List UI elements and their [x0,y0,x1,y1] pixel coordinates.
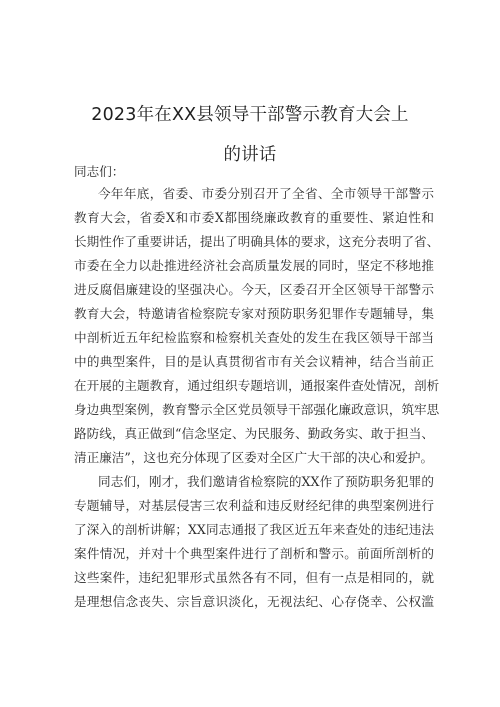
paragraph-1-line: 今年年底，省委、市委分别召开了全省、全市领导干部警示 [98,186,434,201]
paragraph-2-line: 是理想信念丧失、宗旨意识淡化，无视法纪、心存侥幸、公权滥 [74,594,434,609]
paragraph-1-line: 市委在全力以赴推进经济社会高质量发展的同时，坚定不移地推 [74,258,434,273]
paragraph-2-line: 了深入的剖析讲解；XX同志通报了我区近五年来查处的违纪违法 [74,522,434,537]
document-title-line-1: 2023年在XX县领导干部警示教育大会上 [91,105,409,125]
paragraph-1-line: 进反腐倡廉建设的坚强决心。今天，区委召开全区领导干部警示 [74,282,434,297]
paragraph-1-line: 清正廉洁”，这也充分体现了区委对全区广大干部的决心和爱护。 [74,450,434,465]
paragraph-2-line: 案件情况，并对十个典型案件进行了剖析和警示。前面所剖析的 [74,546,434,561]
paragraph-1-line: 中剖析近五年纪检监察和检察机关查处的发生在我区领导干部当 [74,330,434,345]
paragraph-1-line: 中的典型案件，目的是认真贯彻省市有关会议精神，结合当前正 [74,354,434,369]
paragraph-1-line: 教育大会，特邀请省检察院专家对预防职务犯罪作专题辅导，集 [74,306,434,321]
paragraph-2-line: 专题辅导，对基层侵害三农利益和违反财经纪律的典型案例进行 [74,498,434,513]
document-title-line-2: 的讲话 [223,145,277,165]
paragraph-2-line: 同志们，刚才，我们邀请省检察院的XX作了预防职务犯罪的 [98,474,434,489]
paragraph-1-line: 身边典型案例，教育警示全区党员领导干部强化廉政意识，筑牢思 [74,402,440,417]
salutation: 同志们： [74,164,125,179]
paragraph-1-line: 路防线，真正做到“信念坚定、为民服务、勤政务实、敢于担当、 [74,426,434,441]
paragraph-2-line: 这些案件，违纪犯罪形式虽然各有不同，但有一点是相同的，就 [74,570,434,585]
paragraph-1-line: 在开展的主题教育，通过组织专题培训，通报案件查处情况，剖析 [74,378,440,393]
paragraph-1-line: 教育大会，省委X和市委X都围绕廉政教育的重要性、紧迫性和 [74,210,434,225]
paragraph-1-line: 长期性作了重要讲话，提出了明确具体的要求，这充分表明了省、 [74,234,440,249]
